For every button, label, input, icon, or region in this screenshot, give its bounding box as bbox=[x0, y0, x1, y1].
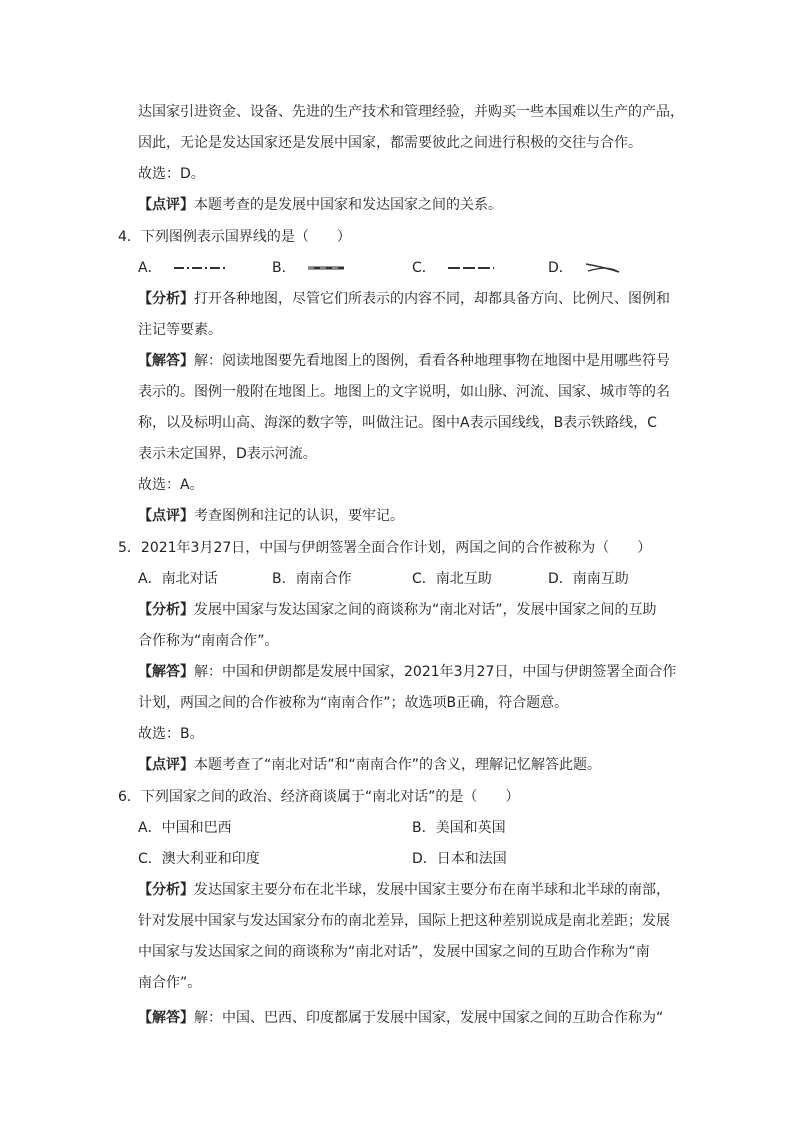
text-line: 南合作”。 bbox=[138, 975, 202, 991]
q4-option-d bbox=[548, 258, 623, 278]
review-line bbox=[138, 755, 601, 775]
answer-text: 解：中国和伊朗都是发展中国家，2021年3月27日，中国与伊朗签署全面合作 bbox=[194, 664, 677, 680]
review-text: 本题考查了“南北对话”和“南南合作”的含义，理解记忆解答此题。 bbox=[194, 757, 602, 773]
option-label: A． bbox=[138, 260, 162, 276]
analysis-tag: 【分析】 bbox=[138, 882, 194, 898]
answer-tag: 【解答】 bbox=[138, 353, 194, 369]
analysis-text: 发达国家主要分布在北半球，发展中国家主要分布在南半球和北半球的南部， bbox=[194, 882, 670, 898]
answer-text: 解：中国、巴西、印度都属于发展中国家，发展中国家之间的互助合作称为“ bbox=[194, 1010, 664, 1026]
text-line: 针对发展中国家与发达国家分布的南北差异，国际上把这种差别说成是南北差距；发展 bbox=[138, 913, 670, 929]
text-line: 注记等要素。 bbox=[138, 322, 222, 338]
review-tag: 【点评】 bbox=[138, 197, 194, 213]
boundary-legend-icon bbox=[172, 264, 230, 272]
q4-option-b bbox=[272, 258, 346, 278]
analysis-text: 打开各种地图，尽管它们所表示的内容不同，却都具备方向、比例尺、图例和 bbox=[194, 291, 670, 307]
text-line: 中国家与发达国家之间的商谈称为“南北对话”，发展中国家之间的互助合作称为“南 bbox=[138, 944, 650, 960]
answer-tag: 【解答】 bbox=[138, 664, 194, 680]
text-line: 达国家引进资金、设备、先进的生产技术和管理经验，并购买一些本国难以生产的产品， bbox=[138, 104, 684, 120]
review-tag: 【点评】 bbox=[138, 757, 194, 773]
text-line: 称，以及标明山高、海深的数字等，叫做注记。图中A表示国线线，B表示铁路线，C bbox=[138, 415, 657, 431]
answer-tag: 【解答】 bbox=[138, 1010, 194, 1026]
answer-line bbox=[138, 1008, 663, 1028]
review-tag: 【点评】 bbox=[138, 508, 194, 524]
undetermined-boundary-legend-icon bbox=[446, 264, 496, 272]
question-6-stem: 6．下列国家之间的政治、经济商谈属于“南北对话”的是（ ） bbox=[118, 789, 520, 805]
review-line bbox=[138, 506, 404, 526]
river-legend-icon bbox=[583, 260, 623, 276]
q5-option-c: C．南北互助 bbox=[412, 571, 492, 587]
option-label: B． bbox=[272, 260, 296, 276]
text-line: 计划，两国之间的合作被称为“南南合作”；故选项B正确，符合题意。 bbox=[138, 695, 569, 711]
answer-line bbox=[138, 351, 670, 371]
review-text: 本题考查的是发展中国家和发达国家之间的关系。 bbox=[194, 197, 502, 213]
analysis-tag: 【分析】 bbox=[138, 602, 194, 618]
answer-line bbox=[138, 662, 676, 682]
q4-option-c bbox=[412, 258, 496, 278]
choice-line: 故选：B。 bbox=[138, 726, 204, 742]
analysis-line bbox=[138, 880, 670, 900]
q5-option-b: B．南南合作 bbox=[272, 571, 352, 587]
text-line: 表示的。图例一般附在地图上。地图上的文字说明，如山脉、河流、国家、城市等的名 bbox=[138, 384, 670, 400]
q6-option-a: A．中国和巴西 bbox=[138, 820, 232, 836]
answer-text: 解：阅读地图要先看地图上的图例，看看各种地理事物在地图中是用哪些符号 bbox=[194, 353, 670, 369]
q6-option-c: C．澳大利亚和印度 bbox=[138, 851, 260, 867]
analysis-tag: 【分析】 bbox=[138, 291, 194, 307]
analysis-line bbox=[138, 289, 670, 309]
railway-legend-icon bbox=[306, 264, 346, 272]
question-5-stem: 5．2021年3月27日，中国与伊朗签署全面合作计划，两国之间的合作被称为（ ） bbox=[118, 540, 652, 556]
analysis-text: 发展中国家与发达国家之间的商谈称为“南北对话”，发展中国家之间的互助 bbox=[194, 602, 657, 618]
q5-option-a: A．南北对话 bbox=[138, 571, 218, 587]
q4-option-a bbox=[138, 258, 230, 278]
q6-option-b: B．美国和英国 bbox=[412, 820, 506, 836]
question-4-stem: 4．下列图例表示国界线的是（ ） bbox=[118, 229, 351, 245]
q6-option-d: D．日本和法国 bbox=[412, 851, 507, 867]
analysis-line bbox=[138, 600, 657, 620]
text-line: 故选：D。 bbox=[138, 166, 205, 182]
review-text: 考查图例和注记的认识，要牢记。 bbox=[194, 508, 404, 524]
text-line: 因此，无论是发达国家还是发展中国家，都需要彼此之间进行积极的交往与合作。 bbox=[138, 135, 642, 151]
option-label: C． bbox=[412, 260, 436, 276]
review-line bbox=[138, 195, 502, 215]
text-line: 表示未定国界，D表示河流。 bbox=[138, 446, 317, 462]
q5-option-d: D．南南互助 bbox=[548, 571, 629, 587]
option-label: D． bbox=[548, 260, 573, 276]
choice-line: 故选：A。 bbox=[138, 477, 204, 493]
text-line: 合作称为“南南合作”。 bbox=[138, 633, 279, 649]
